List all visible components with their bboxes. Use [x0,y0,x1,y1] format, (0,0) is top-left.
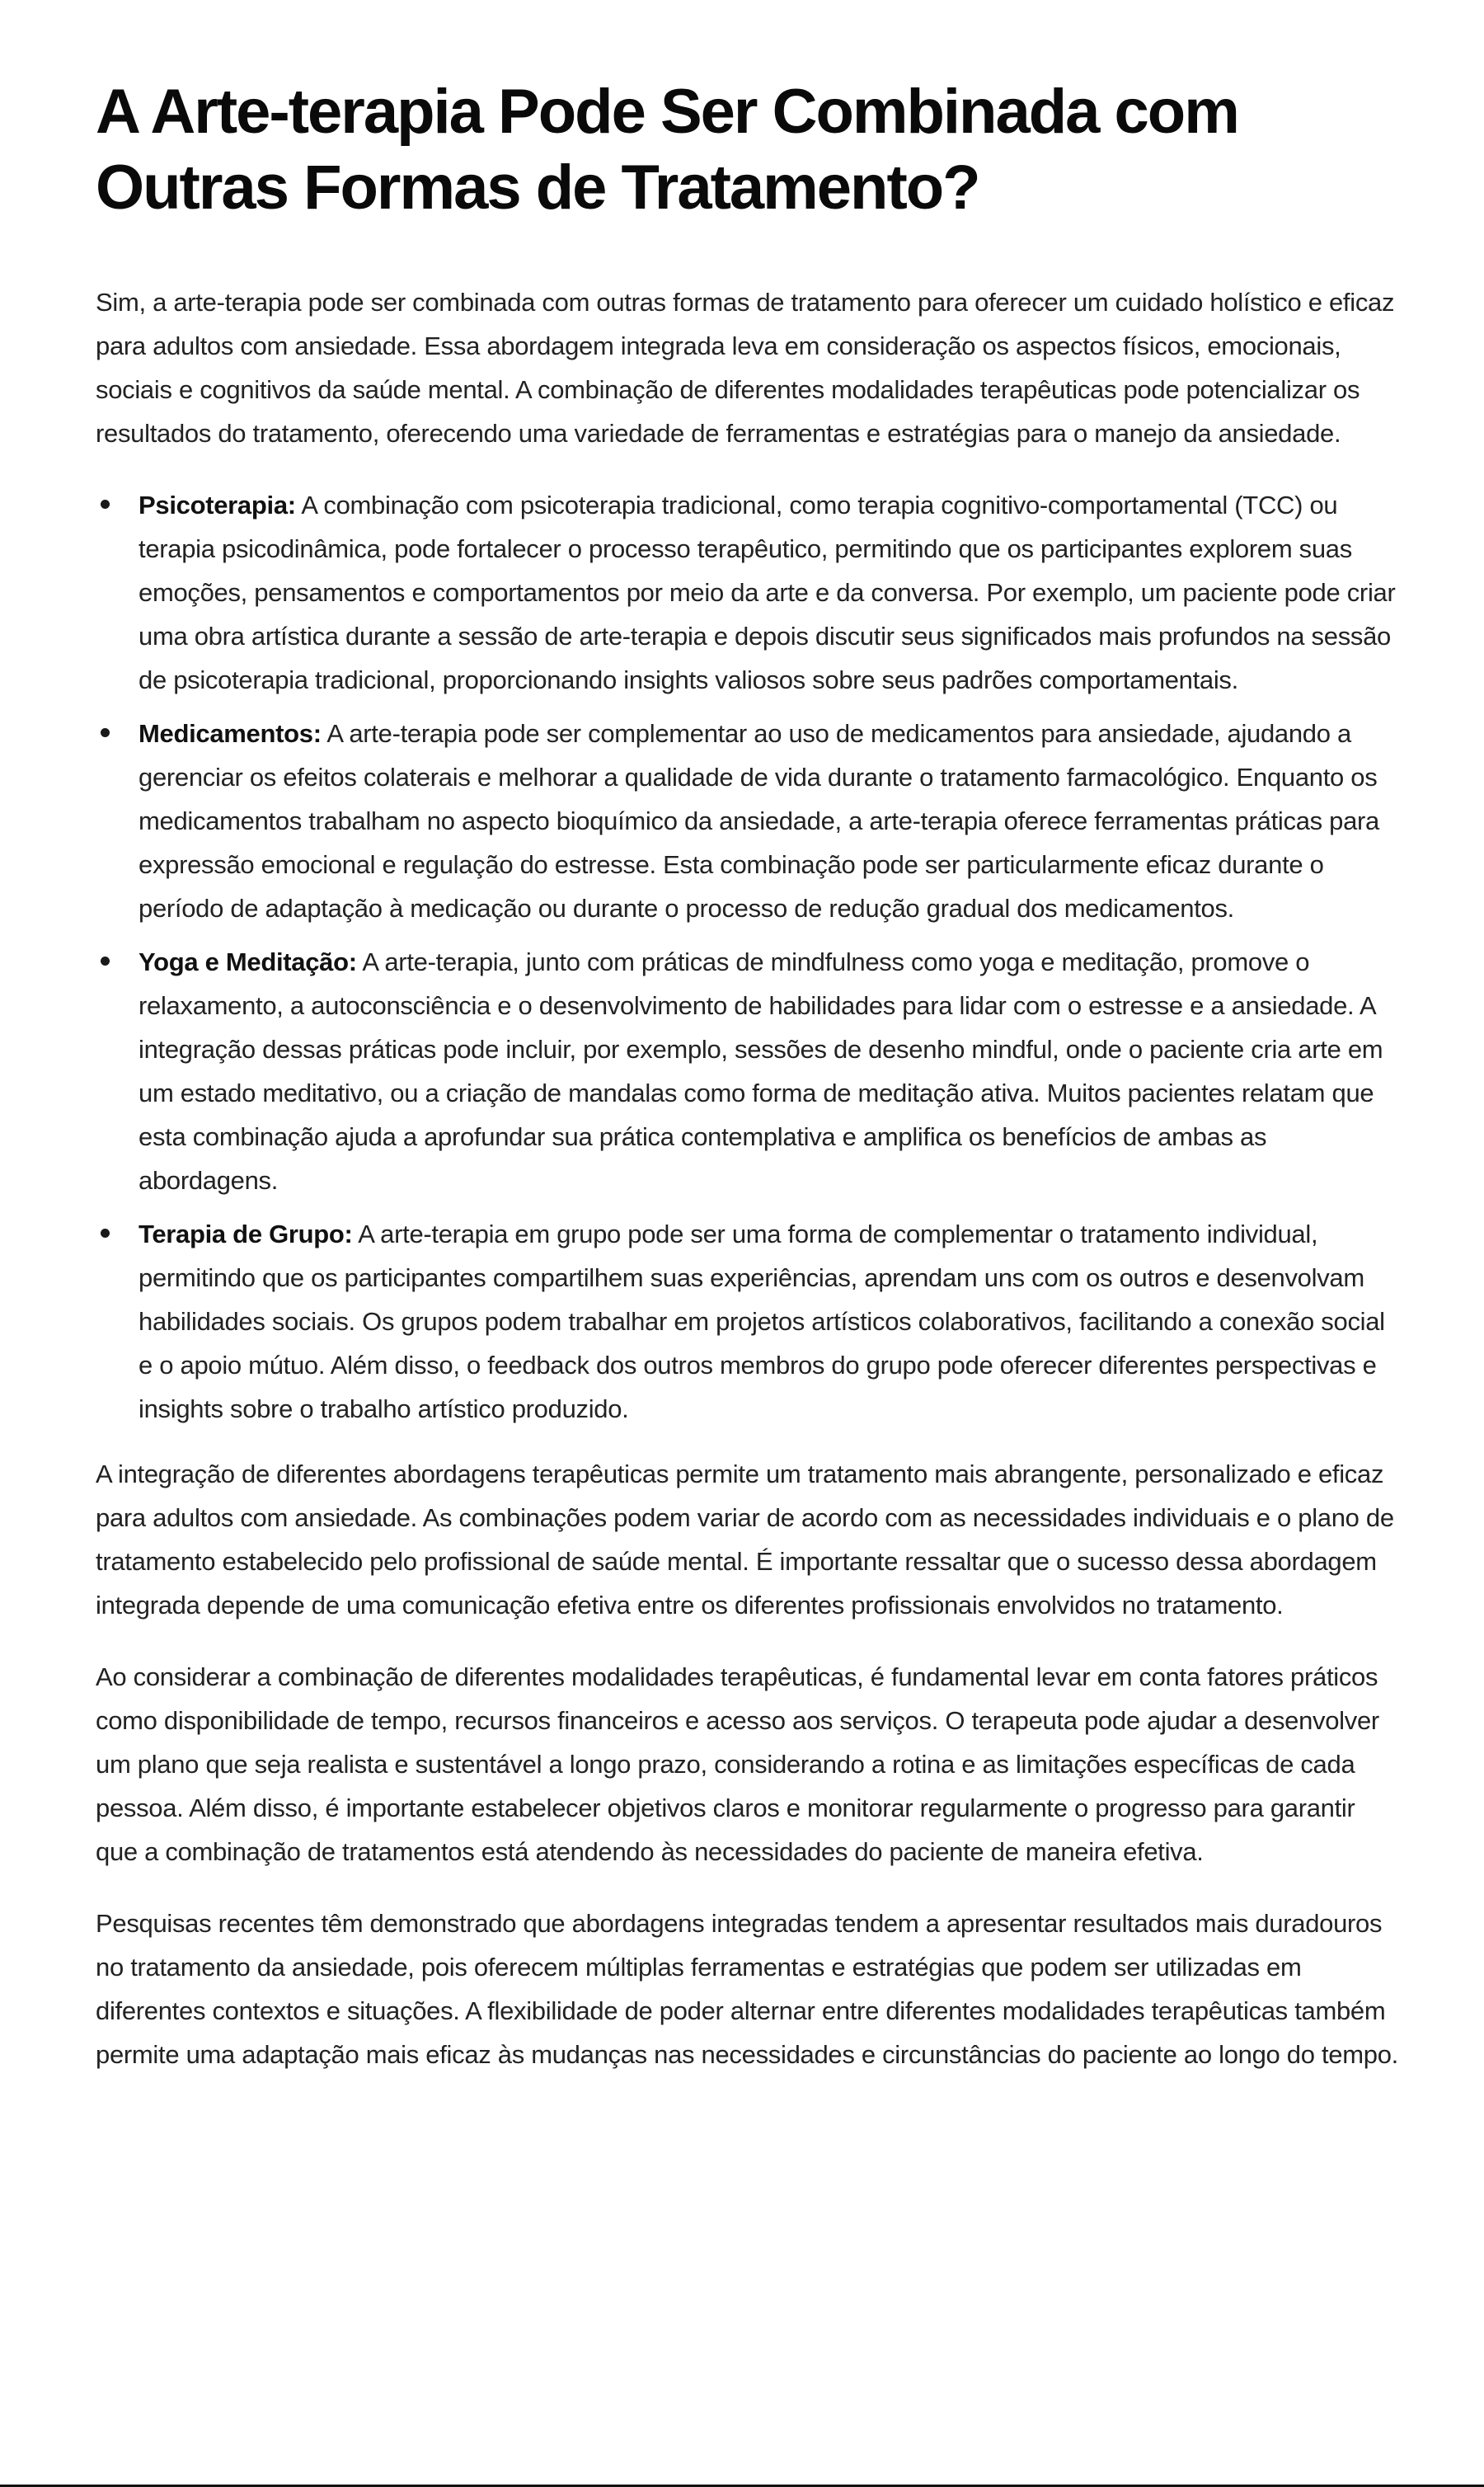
list-item-term: Medicamentos: [139,719,322,748]
list-item-term: Psicoterapia: [139,491,296,519]
list-item-text: A arte-terapia pode ser complementar ao uso de medicamentos para ansiedade, ajudando a gerenciar os efeitos colaterais e melhorar a qualidade de vida durante o tratamento farmacológico. Enquanto os medicamentos trabalham no aspecto bioquímico da ansiedade, a arte-terapia oferece ferramentas práticas para expressão emocional e regulação do estresse. Esta combinação pode ser particularmente eficaz durante o período de adaptação à medicação ou durante o processo de redução gradual dos medicamentos. [139,719,1379,923]
list-item-yoga-meditacao [96,940,1398,1202]
list-item-terapia-grupo [96,1212,1398,1431]
body-paragraph-research: Pesquisas recentes têm demonstrado que abordagens integradas tendem a apresentar resultados mais duradouros no tratamento da ansiedade, pois oferecem múltiplas ferramentas e estratégias que podem ser utilizadas em diferentes contextos e situações. A flexibilidade de poder alternar entre diferentes modalidades terapêuticas também permite uma adaptação mais eficaz às mudanças nas necessidades e circunstâncias do paciente ao longo do tempo. [96,1909,1398,2069]
treatment-list [96,483,1398,1431]
body-paragraph-practical: Ao considerar a combinação de diferentes modalidades terapêuticas, é fundamental levar em conta fatores práticos como disponibilidade de tempo, recursos financeiros e acesso aos serviços. O terapeuta pode ajudar a desenvolver um plano que seja realista e sustentável a longo prazo, considerando a rotina e as limitações específicas de cada pessoa. Além disso, é importante estabelecer objetivos claros e monitorar regularmente o progresso para garantir que a combinação de tratamentos está atendendo às necessidades do paciente de maneira efetiva. [96,1662,1379,1866]
page-title: A Arte-terapia Pode Ser Combinada com Outras Formas de Tratamento? [96,77,1238,223]
list-item-term: Yoga e Meditação: [139,947,357,976]
body-paragraph-integration: A integração de diferentes abordagens terapêuticas permite um tratamento mais abrangente, personalizado e eficaz para adultos com ansiedade. As combinações podem variar de acordo com as necessidades individuais e o plano de tratamento estabelecido pelo profissional de saúde mental. É importante ressaltar que o sucesso dessa abordagem integrada depende de uma comunicação efetiva entre os diferentes profissionais envolvidos no tratamento. [96,1460,1394,1620]
article [96,74,1398,2104]
bullet-icon [101,1229,110,1238]
intro-paragraph: Sim, a arte-terapia pode ser combinada com outras formas de tratamento para oferecer um cuidado holístico e eficaz para adultos com ansiedade. Essa abordagem integrada leva em consideração os aspectos físicos, emocionais, sociais e cognitivos da saúde mental. A combinação de diferentes modalidades terapêuticas pode potencializar os resultados do tratamento, oferecendo uma variedade de ferramentas e estratégias para o manejo da ansiedade. [96,288,1395,448]
list-item-medicamentos [96,712,1398,930]
list-item-term: Terapia de Grupo: [139,1220,353,1248]
list-item-text: A arte-terapia, junto com práticas de mindfulness como yoga e meditação, promove o relaxamento, a autoconsciência e o desenvolvimento de habilidades para lidar com o estresse e a ansiedade. A integração dessas práticas pode incluir, por exemplo, sessões de desenho mindful, onde o paciente cria arte em um estado meditativo, ou a criação de mandalas como forma de meditação ativa. Muitos pacientes relatam que esta combinação ajuda a aprofundar sua prática contemplativa e amplifica os benefícios de ambas as abordagens. [139,947,1383,1195]
bullet-icon [101,957,110,966]
list-item-text: A combinação com psicoterapia tradicional, como terapia cognitivo-comportamental (TCC) ou terapia psicodinâmica, pode fortalecer o processo terapêutico, permitindo que os participantes explorem suas emoções, pensamentos e comportamentos por meio da arte e da conversa. Por exemplo, um paciente pode criar uma obra artística durante a sessão de arte-terapia e depois discutir seus significados mais profundos na sessão de psicoterapia tradicional, proporcionando insights valiosos sobre seus padrões comportamentais. [139,491,1396,694]
bullet-icon [101,728,110,737]
list-item-text: A arte-terapia em grupo pode ser uma forma de complementar o tratamento individual, permitindo que os participantes compartilhem suas experiências, aprendam uns com os outros e desenvolvam habilidades sociais. Os grupos podem trabalhar em projetos artísticos colaborativos, facilitando a conexão social e o apoio mútuo. Além disso, o feedback dos outros membros do grupo pode oferecer diferentes perspectivas e insights sobre o trabalho artístico produzido. [139,1220,1385,1423]
list-item-psicoterapia [96,483,1398,702]
bullet-icon [101,500,110,509]
